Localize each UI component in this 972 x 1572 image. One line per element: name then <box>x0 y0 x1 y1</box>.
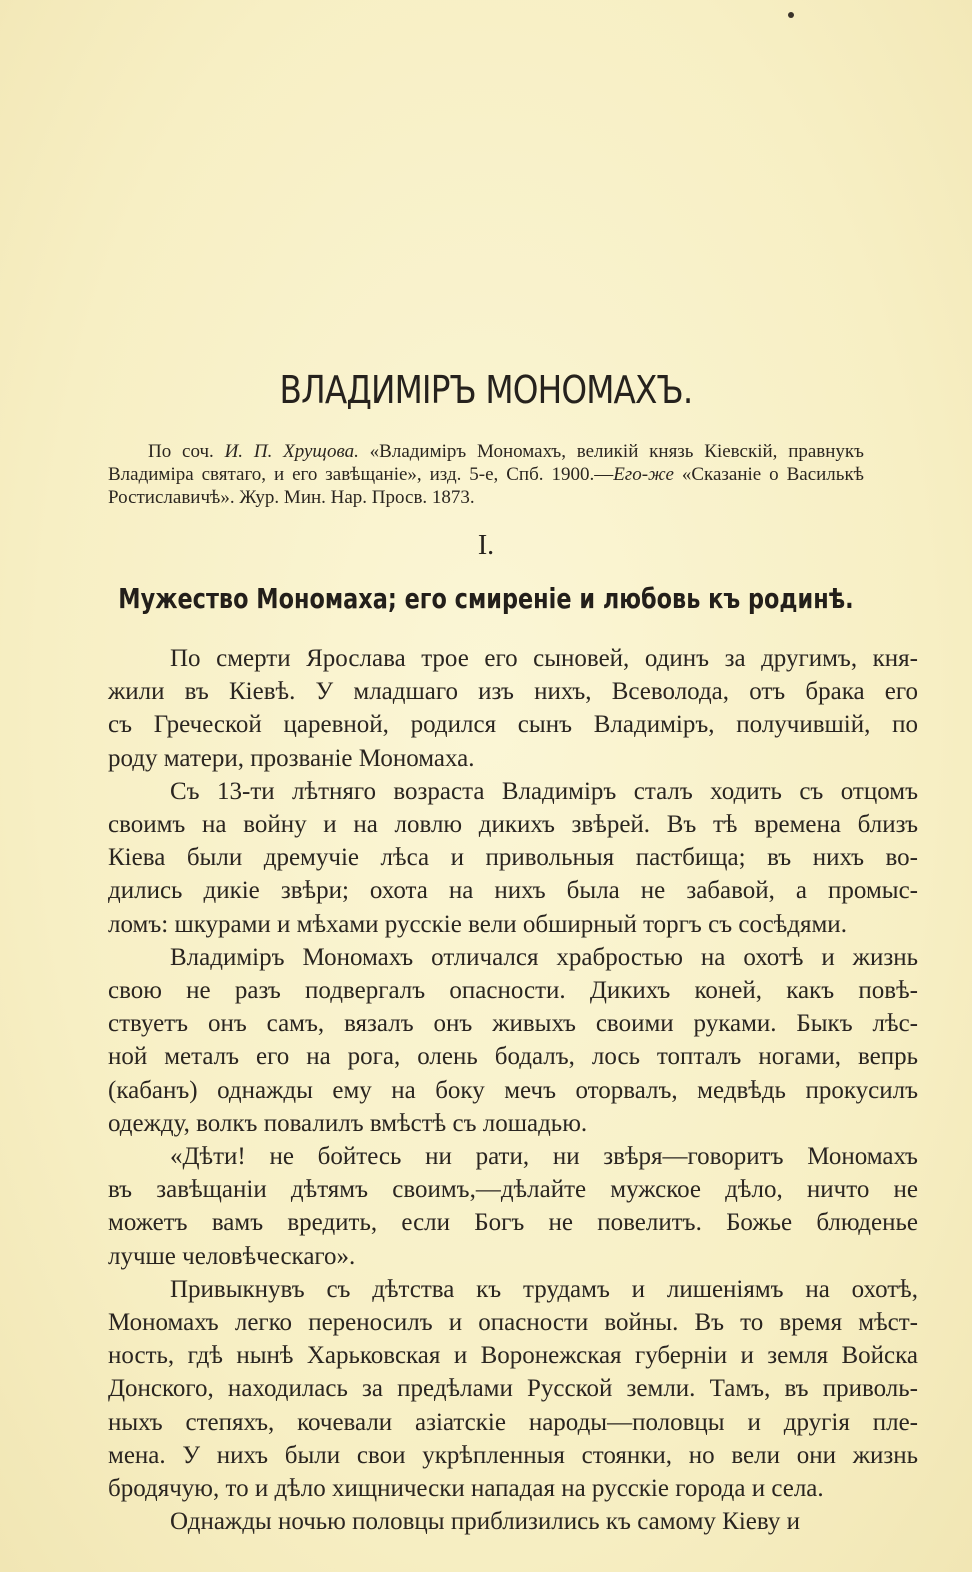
paragraph <box>108 1140 918 1273</box>
source-same-author: Его-же <box>613 464 674 485</box>
chapter-title: Мужество Мономаха; его смиреніе и любовь къ родинѣ. <box>118 582 854 615</box>
text-line: Мономахъ легко переносилъ и опасности войны. Въ то время мѣст- <box>108 1309 918 1337</box>
paragraph <box>108 941 918 1140</box>
text-line: Однажды ночью половцы приблизились къ самому Кіеву и <box>170 1508 800 1536</box>
text-line: ной металъ его на рога, олень бодалъ, лось топталъ ногами, вепрь <box>108 1043 918 1071</box>
text-line: ломъ: шкурами и мѣхами русскіе вели обширный торгъ съ сосѣдями. <box>108 910 847 938</box>
text-line: роду матери, прозваніе Мономаха. <box>108 744 475 772</box>
text-line: въ завѣщаніи дѣтямъ своимъ,—дѣлайте мужское дѣло, ничто не <box>108 1176 918 1204</box>
text-line: бродячую, то и дѣло хищнически нападая на русскіе города и села. <box>108 1475 824 1503</box>
section-number: I. <box>477 530 495 561</box>
text-line: одежду, волкъ повалилъ вмѣстѣ съ лошадью. <box>108 1109 588 1137</box>
text-line: лучше человѣческаго». <box>108 1242 356 1270</box>
text-line: Съ 13-ти лѣтняго возраста Владиміръ сталъ ходить съ отцомъ <box>170 777 918 805</box>
text-line: По смерти Ярослава трое его сыновей, одинъ за другимъ, кня- <box>170 645 918 672</box>
text-line: своимъ на войну и на ловлю дикихъ звѣрей. Въ тѣ времена близъ <box>108 811 918 839</box>
text-line: жили въ Кіевѣ. У младшаго изъ нихъ, Всеволода, отъ брака его <box>108 678 918 706</box>
body-text <box>108 642 918 1538</box>
source-prefix: По соч. <box>148 441 225 462</box>
text-line: (кабанъ) однажды ему на боку мечъ оторвалъ, медвѣдь прокусилъ <box>108 1076 918 1104</box>
paragraph <box>108 1273 918 1505</box>
print-mark <box>788 12 794 18</box>
source-text-1: «Владиміръ Мономахъ, великій князь Кіевскій, правнукъ Владиміра святаго, и его завѣщаніе», изд. 5-е, Спб. 1900.— <box>108 441 864 485</box>
text-line: Кіева были дремучіе лѣса и привольныя пастбища; въ нихъ во- <box>108 844 918 872</box>
text-line: ность, гдѣ нынѣ Харьковская и Воронежская губерніи и земля Войска <box>108 1342 918 1370</box>
text-line: Привыкнувъ съ дѣтства къ трудамъ и лишеніямъ на охотѣ, <box>170 1275 918 1303</box>
paragraph <box>108 775 918 941</box>
text-line: «Дѣти! не бойтесь ни рати, ни звѣря—говоритъ Мономахъ <box>170 1143 918 1171</box>
page-title: ВЛАДИМІРЪ МОНОМАХЪ. <box>279 368 693 412</box>
text-line: Донского, находилась за предѣлами Русской земли. Тамъ, въ приволь- <box>108 1375 918 1403</box>
source-note <box>108 440 864 509</box>
text-line: ныхъ степяхъ, кочевали азіатскіе народы—половцы и другія пле- <box>108 1408 918 1436</box>
text-line: можетъ вамъ вредить, если Богъ не повелитъ. Божье блюденье <box>108 1209 918 1237</box>
source-text-2: «Сказаніе о Василькѣ Ростиславичѣ». Жур. Мин. Нар. Просв. 1873. <box>108 464 864 508</box>
source-author: И. П. Хрущова. <box>224 441 359 462</box>
paragraph <box>108 642 918 775</box>
text-line: съ Греческой царевной, родился сынъ Владиміръ, получившій, по <box>108 711 918 739</box>
text-line: дились дикіе звѣри; охота на нихъ была не забавой, а промыс- <box>108 877 918 905</box>
text-line: мена. У нихъ были свои укрѣпленныя стоянки, но вели они жизнь <box>108 1441 918 1469</box>
paragraph <box>108 1505 918 1538</box>
text-line: Владиміръ Мономахъ отличался храбростью на охотѣ и жизнь <box>170 943 918 971</box>
text-line: ствуетъ онъ самъ, вязалъ онъ живыхъ своими руками. Быкъ лѣс- <box>108 1010 918 1038</box>
text-line: свою не разъ подвергалъ опасности. Дикихъ коней, какъ повѣ- <box>108 977 918 1005</box>
